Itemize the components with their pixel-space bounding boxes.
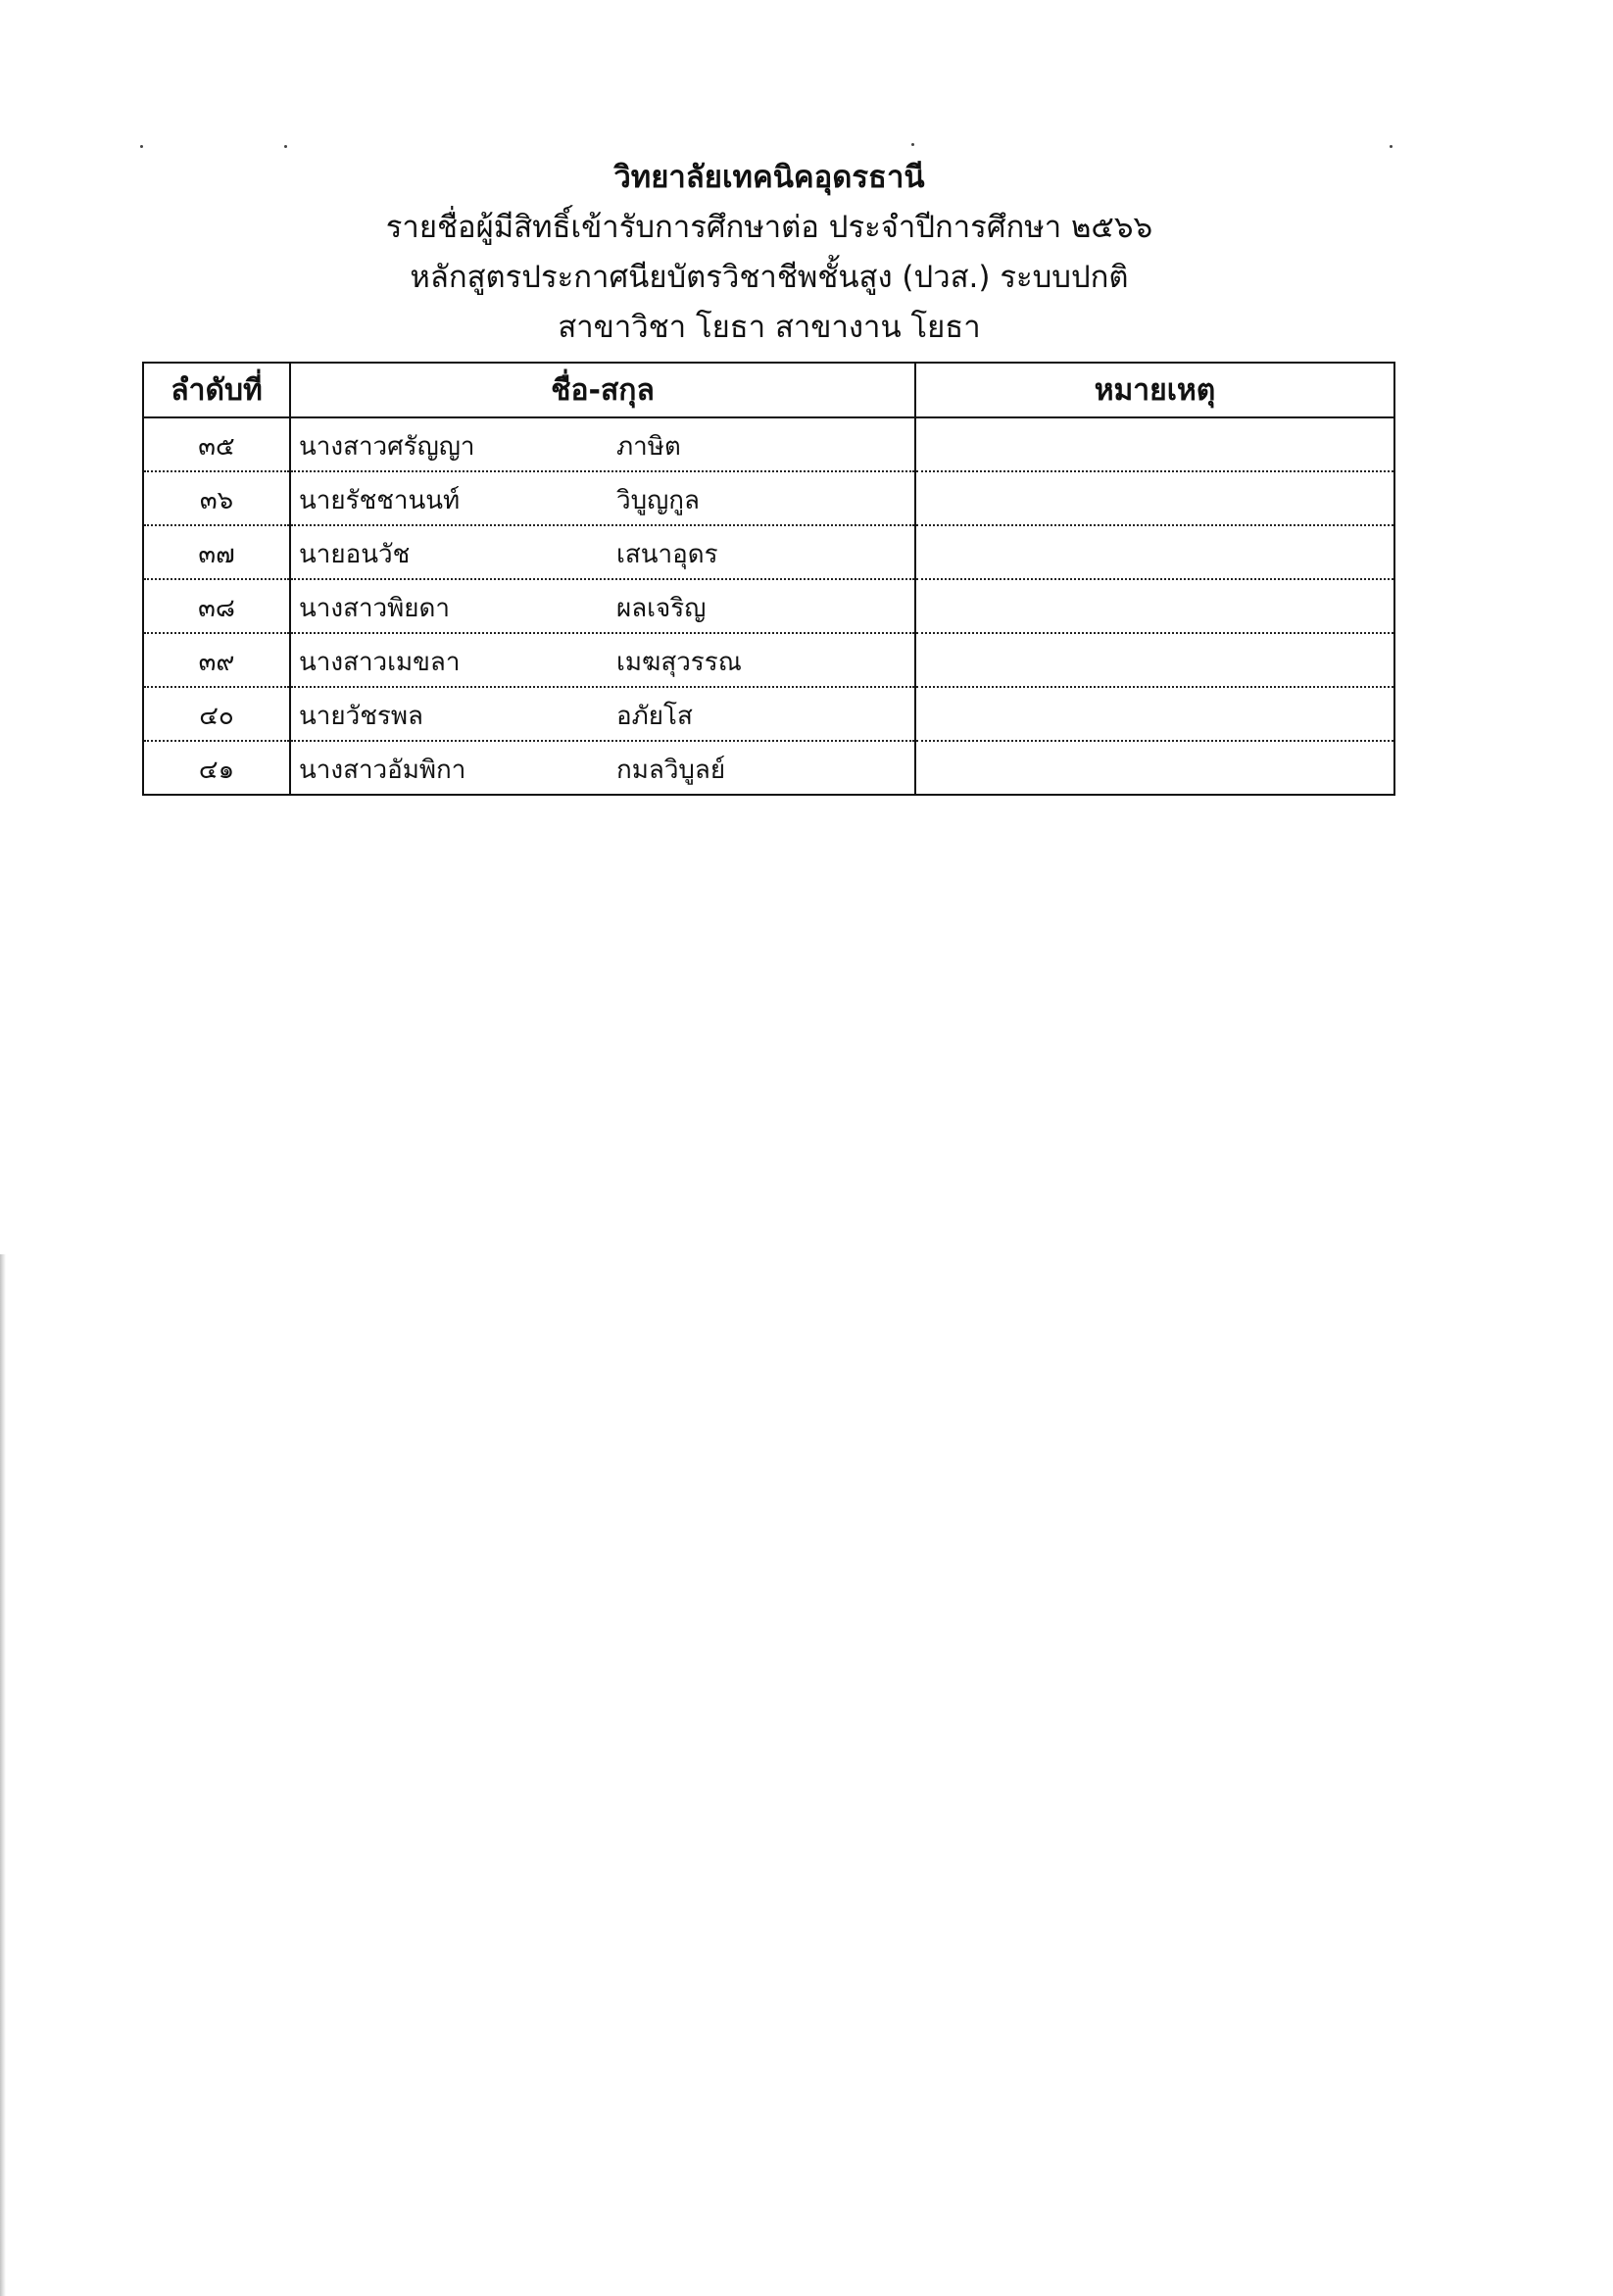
row-number: ๔๑ xyxy=(143,741,290,795)
row-remark xyxy=(915,687,1394,741)
table-row xyxy=(143,687,1394,741)
last-name: วิบูญกูล xyxy=(616,486,700,515)
row-name xyxy=(290,633,915,687)
last-name: เมฆสุวรรณ xyxy=(616,648,742,677)
list-subtitle: รายชื่อผู้มีสิทธิ์เข้ารับการศึกษาต่อ ประจำปีการศึกษา ๒๕๖๖ xyxy=(385,210,1153,245)
table-header-row xyxy=(143,363,1394,417)
row-number: ๔๐ xyxy=(143,687,290,741)
row-number: ๓๗ xyxy=(143,525,290,579)
row-number: ๓๖ xyxy=(143,471,290,525)
column-header-order: ลำดับที่ xyxy=(143,363,290,417)
row-remark xyxy=(915,633,1394,687)
last-name: อภัยโส xyxy=(616,702,693,731)
college-title: วิทยาลัยเทคนิคอุดรธานี xyxy=(613,160,925,195)
scan-speck xyxy=(911,143,914,146)
scan-speck xyxy=(284,145,287,148)
table-row xyxy=(143,633,1394,687)
scan-speck xyxy=(1390,145,1393,148)
program-line: หลักสูตรประกาศนียบัตรวิชาชีพชั้นสูง (ปวส.) ระบบปกติ xyxy=(410,260,1129,295)
first-name: นายอนวัช xyxy=(299,540,411,569)
row-name xyxy=(290,687,915,741)
row-remark xyxy=(915,579,1394,633)
row-remark xyxy=(915,471,1394,525)
column-header-name: ชื่อ-สกุล xyxy=(290,363,915,417)
row-name xyxy=(290,525,915,579)
row-number: ๓๕ xyxy=(143,417,290,471)
first-name: นางสาวเมขลา xyxy=(299,648,461,677)
column-header-remark: หมายเหตุ xyxy=(915,363,1394,417)
table-row xyxy=(143,471,1394,525)
department-line: สาขาวิชา โยธา สาขางาน โยธา xyxy=(558,310,981,345)
last-name: เสนาอุดร xyxy=(616,540,718,569)
row-name xyxy=(290,471,915,525)
row-remark xyxy=(915,741,1394,795)
last-name: กมลวิบูลย์ xyxy=(616,756,726,785)
row-name xyxy=(290,417,915,471)
first-name: นายรัชชานนท์ xyxy=(299,486,461,515)
first-name: นายวัชรพล xyxy=(299,702,423,731)
first-name: นางสาวอัมพิกา xyxy=(299,756,466,785)
row-name xyxy=(290,579,915,633)
first-name: นางสาวพิยดา xyxy=(299,594,450,623)
table-row xyxy=(143,525,1394,579)
row-name xyxy=(290,741,915,795)
row-number: ๓๘ xyxy=(143,579,290,633)
last-name: ผลเจริญ xyxy=(616,594,707,623)
last-name: ภาษิต xyxy=(616,432,681,462)
scan-edge-shadow xyxy=(0,1254,6,2296)
first-name: นางสาวศรัญญา xyxy=(299,432,475,462)
table-row xyxy=(143,417,1394,471)
document-header xyxy=(0,157,1539,357)
roster-table xyxy=(142,362,1395,796)
row-remark xyxy=(915,525,1394,579)
row-number: ๓๙ xyxy=(143,633,290,687)
scan-speck xyxy=(140,145,143,148)
row-remark xyxy=(915,417,1394,471)
table-row xyxy=(143,579,1394,633)
table-row xyxy=(143,741,1394,795)
